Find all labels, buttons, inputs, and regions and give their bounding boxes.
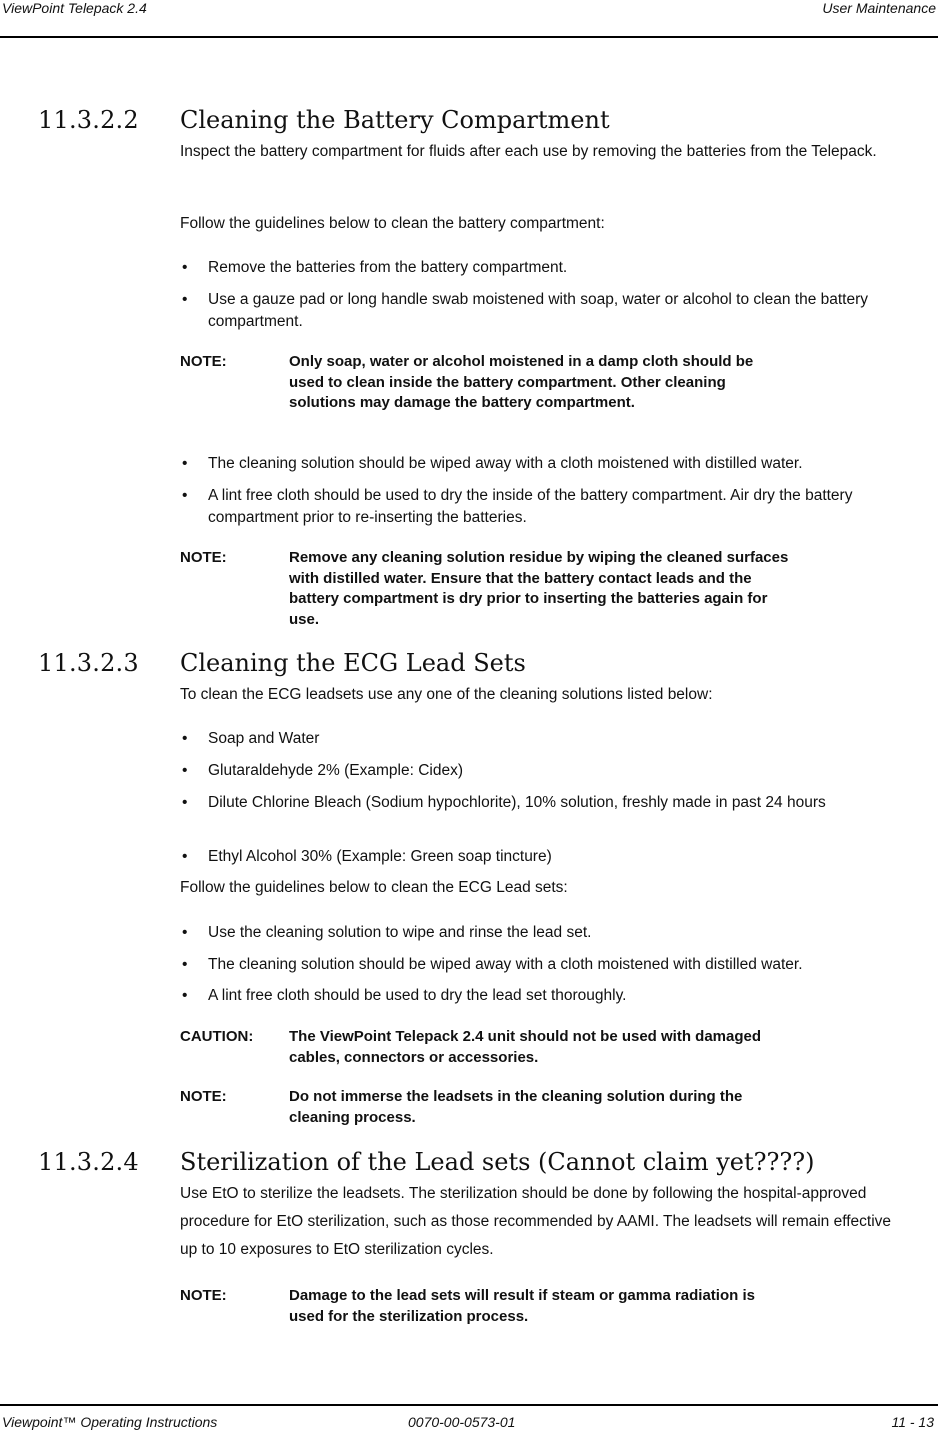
page-footer bbox=[0, 1404, 938, 1437]
list-item: • Soap and Water bbox=[182, 730, 320, 747]
note-block bbox=[180, 352, 820, 414]
list-item: • Dilute Chlorine Bleach (Sodium hypochlorite), 10% solution, freshly made in past 24 hours bbox=[182, 794, 826, 811]
note-text: Only soap, water or alcohol moistened in a damp cloth should be used to clean inside the battery compartment. Other cleaning solutions may damage the battery compartment. bbox=[289, 353, 754, 411]
note-label: NOTE: bbox=[180, 1287, 227, 1304]
caution-block bbox=[180, 1027, 820, 1068]
paragraph: Follow the guidelines below to clean the battery compartment: bbox=[180, 215, 605, 232]
note-block bbox=[180, 548, 820, 630]
paragraph: To clean the ECG leadsets use any one of the cleaning solutions listed below: bbox=[180, 686, 713, 703]
page-header bbox=[0, 0, 938, 38]
list-item: • Use the cleaning solution to wipe and rinse the lead set. bbox=[182, 924, 592, 941]
paragraph: Follow the guidelines below to clean the ECG Lead sets: bbox=[180, 879, 568, 896]
note-block bbox=[180, 1087, 820, 1128]
footer-page-number: 11 - 13 bbox=[891, 1414, 934, 1430]
note-label: NOTE: bbox=[180, 549, 227, 566]
section-number: 11.3.2.2 bbox=[38, 106, 139, 134]
list-item: • The cleaning solution should be wiped away with a cloth moistened with distilled water. bbox=[182, 455, 803, 472]
section-number: 11.3.2.3 bbox=[38, 649, 139, 677]
paragraph: Inspect the battery compartment for fluids after each use by removing the batteries from the Telepack. bbox=[180, 143, 877, 160]
footer-doc-name: Viewpoint™ Operating Instructions bbox=[2, 1414, 218, 1430]
section-number: 11.3.2.4 bbox=[38, 1148, 139, 1176]
list-item: • Use a gauze pad or long handle swab moistened with soap, water or alcohol to clean the battery compartment. bbox=[182, 291, 869, 330]
paragraph: Use EtO to sterilize the leadsets. The sterilization should be done by following the hospital-approved procedure for EtO sterilization, such as those recommended by AAMI. The leadsets will remain effective up to 10 exposures to EtO sterilization cycles. bbox=[180, 1185, 892, 1258]
note-label: NOTE: bbox=[180, 1088, 227, 1105]
note-block bbox=[180, 1286, 820, 1327]
list-item: • A lint free cloth should be used to dry the inside of the battery compartment. Air dry the battery compartment prior to re-inserting the batteries. bbox=[182, 487, 853, 526]
list-item: • Glutaraldehyde 2% (Example: Cidex) bbox=[182, 762, 464, 779]
section-title: Cleaning the Battery Compartment bbox=[180, 106, 610, 134]
list-item: • Remove the batteries from the battery compartment. bbox=[182, 259, 568, 276]
note-text: Remove any cleaning solution residue by wiping the cleaned surfaces with distilled water. Ensure that the battery contact leads and the battery compartment is dry prior to inserting the batteries again for use. bbox=[289, 549, 789, 628]
footer-part-number: 0070-00-0573-01 bbox=[408, 1414, 516, 1430]
note-label: NOTE: bbox=[180, 353, 227, 370]
note-text: Do not immerse the leadsets in the cleaning solution during the cleaning process. bbox=[289, 1088, 743, 1126]
caution-label: CAUTION: bbox=[180, 1028, 254, 1045]
section-title: Sterilization of the Lead sets (Cannot claim yet????) bbox=[180, 1148, 815, 1176]
section-title: Cleaning the ECG Lead Sets bbox=[180, 649, 526, 677]
header-chapter-title: User Maintenance bbox=[822, 0, 936, 16]
header-doc-title: ViewPoint Telepack 2.4 bbox=[2, 0, 147, 16]
list-item: • Ethyl Alcohol 30% (Example: Green soap tincture) bbox=[182, 848, 552, 865]
caution-text: The ViewPoint Telepack 2.4 unit should not be used with damaged cables, connectors or accessories. bbox=[289, 1028, 762, 1066]
list-item: • The cleaning solution should be wiped away with a cloth moistened with distilled water. bbox=[182, 956, 803, 973]
note-text: Damage to the lead sets will result if steam or gamma radiation is used for the sterilization process. bbox=[289, 1287, 755, 1325]
list-item: • A lint free cloth should be used to dry the lead set thoroughly. bbox=[182, 987, 627, 1004]
